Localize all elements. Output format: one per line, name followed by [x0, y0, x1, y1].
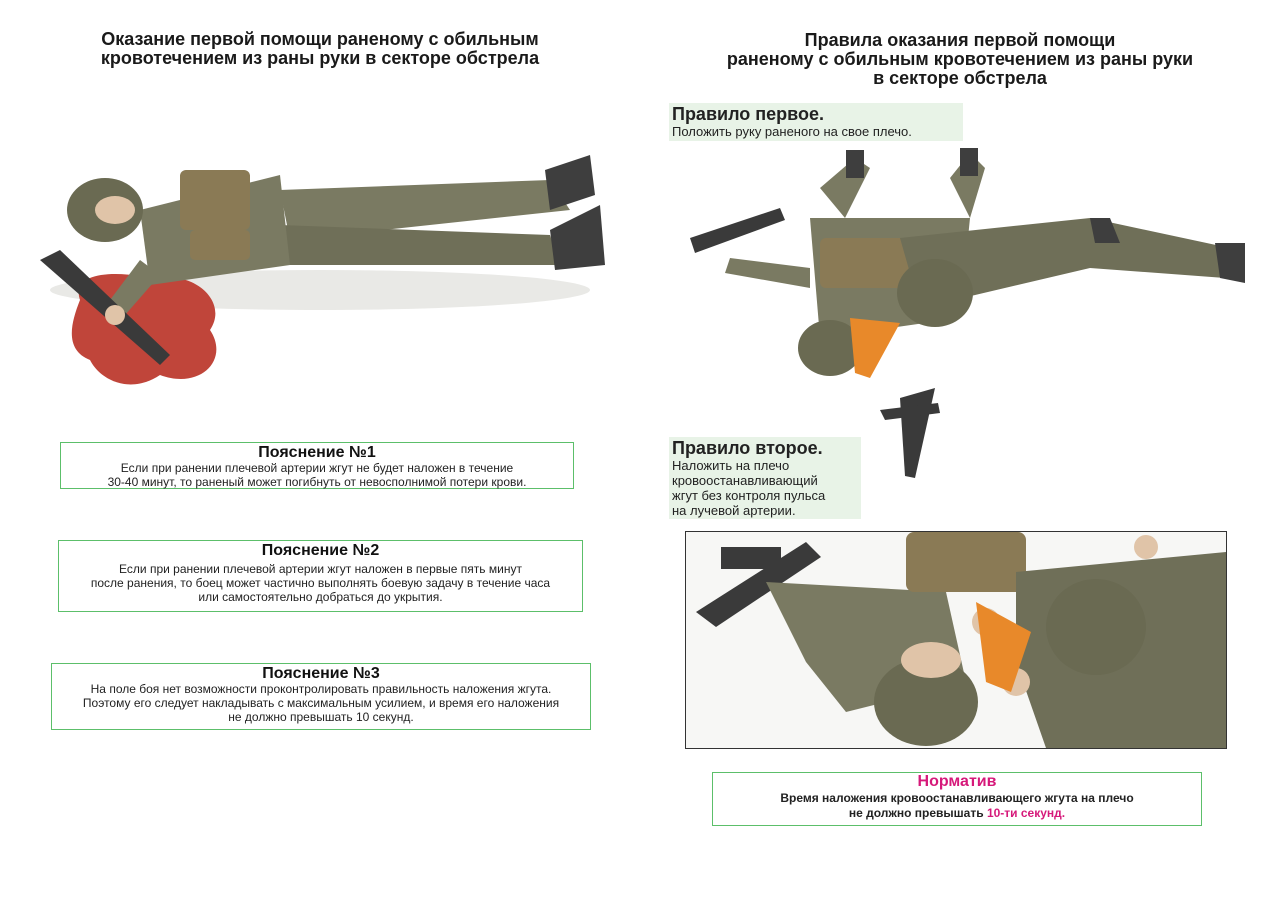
tourniquet-closeup-frame [685, 531, 1227, 749]
standard-line-2-prefix: не должно превышать [848, 806, 987, 820]
standard-heading: Норматив [917, 773, 997, 790]
explanation-1-heading: Пояснение №1 [258, 444, 376, 461]
right-title-line-3: в секторе обстрела [873, 68, 1047, 88]
explanation-1-line: 30-40 минут, то раненый может погибнуть от невосполнимой потери крови. [107, 475, 527, 489]
explanation-2-heading: Пояснение №2 [261, 542, 380, 559]
explanation-3-line: не должно превышать 10 секунд. [228, 710, 414, 724]
explanation-1-box [60, 442, 574, 489]
rifle [900, 388, 935, 478]
rule-2-text: кровоостанавливающий [672, 473, 818, 488]
helmet [897, 259, 973, 327]
rule-1-box [669, 103, 963, 141]
explanation-3-heading: Пояснение №3 [262, 665, 380, 682]
ammo-pouch [180, 170, 250, 230]
helmet [1046, 579, 1146, 675]
right-title-line-1: Правила оказания первой помощи [804, 30, 1116, 50]
explanation-3-line: Поэтому его следует накладывать с максимальным усилием, и время его наложения [82, 696, 560, 710]
standard-line-2 [713, 806, 1201, 821]
explanation-2-line: после ранения, то боец может частично выполнять боевую задачу в течение часа [90, 576, 551, 590]
left-title-line-1: Оказание первой помощи раненому с обильным [101, 29, 539, 49]
rule-1-heading: Правило первое. [672, 104, 824, 124]
explanation-1-line: Если при ранении плечевой артерии жгут не будет наложен в течение [120, 461, 514, 475]
left-title-line-2: кровотечением из раны руки в секторе обстрела [100, 48, 540, 68]
rule-2-text: на лучевой артерии. [672, 503, 796, 518]
rule-2-text: жгут без контроля пульса [672, 488, 826, 503]
left-page-title [40, 30, 600, 68]
explanation-2-line: Если при ранении плечевой артерии жгут наложен в первые пять минут [119, 562, 522, 576]
rifle [690, 208, 785, 253]
explanation-2-line: или самостоятельно добраться до укрытия. [198, 590, 443, 604]
right-title-line-2: раненому с обильным кровотечением из раны руки [726, 49, 1194, 69]
rule-2-heading: Правило второе. [672, 438, 823, 458]
rule-2-text: Наложить на плечо [672, 458, 790, 473]
wounded-soldier-illustration [30, 150, 610, 400]
explanation-2-box [58, 540, 583, 612]
standard-time-highlight: 10-ти секунд. [986, 806, 1066, 820]
standard-line-1: Время наложения кровоостанавливающего жгута на плечо [780, 791, 1134, 805]
explanation-3-line: На поле боя нет возможности проконтролировать правильность наложения жгута. [90, 682, 552, 696]
explanation-3-box [51, 663, 591, 730]
rule-1-text: Положить руку раненого на свое плечо. [672, 124, 912, 139]
tourniquet [850, 318, 900, 378]
standard-box [712, 772, 1202, 826]
right-page-title [680, 31, 1240, 88]
rule-2-box [669, 437, 861, 519]
tourniquet-closeup-illustration [686, 532, 1226, 748]
